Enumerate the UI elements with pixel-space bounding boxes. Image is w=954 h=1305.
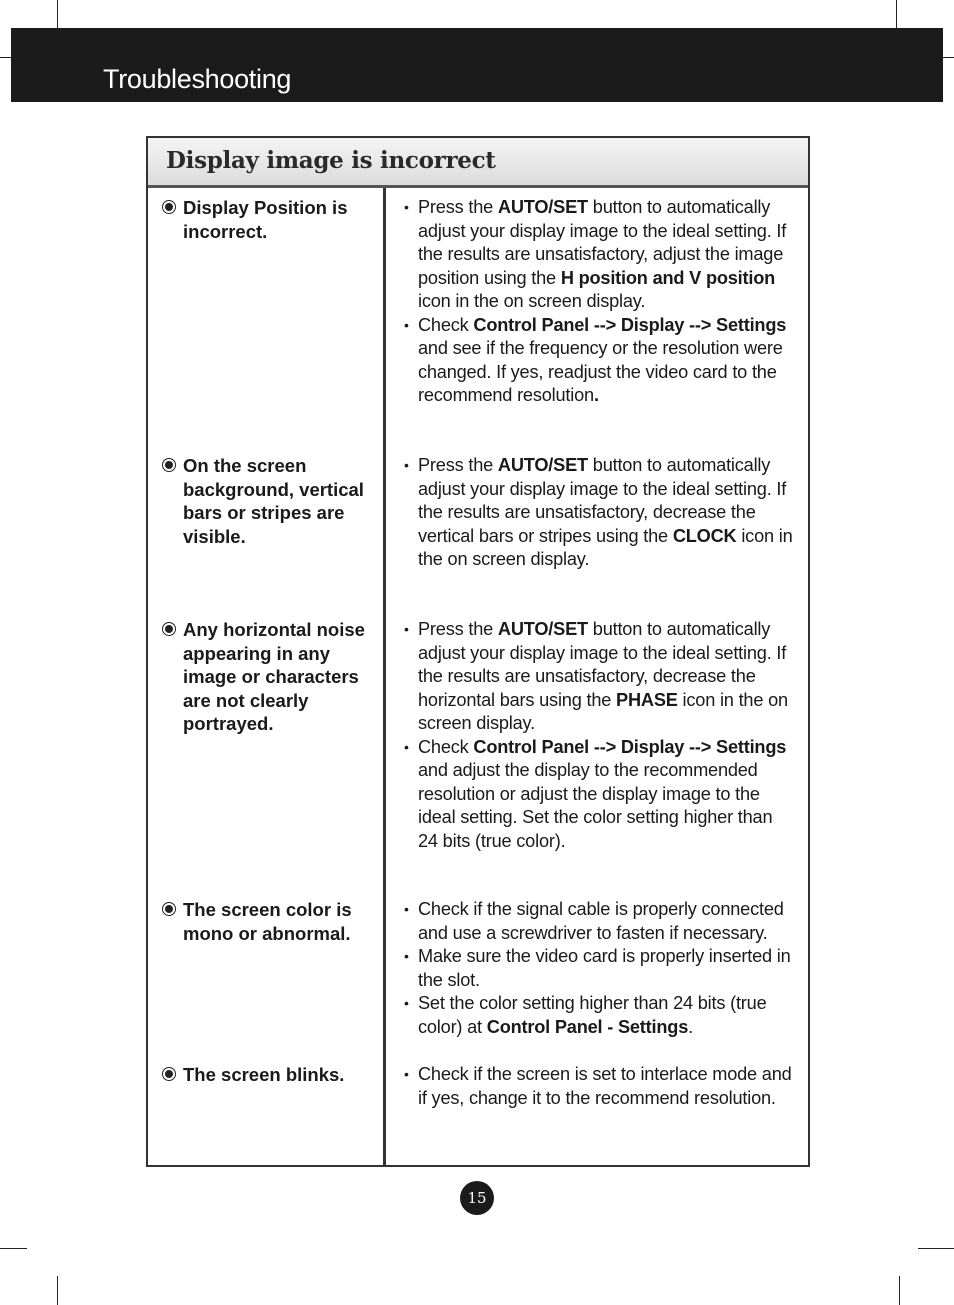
solution-text: Press the bbox=[418, 197, 498, 217]
problem-text: Display Position is incorrect. bbox=[183, 197, 348, 242]
solution-text: Make sure the video card is properly inserted in the slot. bbox=[418, 946, 791, 990]
solution-item bbox=[402, 618, 794, 736]
crop-mark bbox=[0, 1248, 27, 1249]
solution-text: Press the bbox=[418, 619, 498, 639]
solution-text: button to automatically adjust your display image to the ideal setting. If the results are unsatisfactory, decrease the horizontal bars using the bbox=[418, 619, 787, 710]
solution-text: Press the bbox=[418, 455, 498, 475]
solution-text: Check if the screen is set to interlace mode and if yes, change it to the recommend resolution. bbox=[418, 1064, 792, 1108]
solution-text: button to automatically adjust your display image to the ideal setting. If the results are unsatisfactory, decrease the vertical bars or stripes using the bbox=[418, 455, 787, 546]
solution-text: . bbox=[688, 1016, 693, 1037]
solution-cell bbox=[402, 454, 794, 572]
solution-text: icon in the on screen display. bbox=[418, 291, 646, 311]
bullet-dot-icon: • bbox=[404, 995, 409, 1011]
solution-item bbox=[402, 945, 794, 992]
solution-item bbox=[402, 454, 794, 572]
solution-text: button to automatically adjust your display image to the ideal setting. If the results are unsatisfactory, adjust the image position using the bbox=[418, 197, 787, 288]
problem-text: On the screen background, vertical bars or stripes are visible. bbox=[183, 455, 364, 547]
bullet-circle-icon bbox=[162, 1067, 176, 1081]
solution-text: Check if the signal cable is properly connected and use a screwdriver to fasten if necessary. bbox=[418, 899, 784, 943]
solution-cell bbox=[402, 898, 794, 1039]
solution-emphasis: Control Panel --> Display --> Settings bbox=[473, 314, 787, 335]
solution-emphasis: AUTO/SET bbox=[497, 455, 588, 475]
solution-text: icon in the on screen display. bbox=[418, 525, 793, 569]
solution-emphasis: Control Panel --> Display --> Settings bbox=[473, 736, 787, 757]
crop-mark bbox=[0, 57, 11, 58]
solution-item bbox=[402, 1063, 794, 1110]
solution-cell bbox=[402, 1063, 794, 1110]
solution-item bbox=[402, 314, 794, 408]
solution-text: Set the color setting higher than 24 bits (true color) at bbox=[418, 993, 767, 1037]
bullet-dot-icon: • bbox=[404, 621, 409, 637]
bullet-dot-icon: • bbox=[404, 316, 409, 333]
page-title: Troubleshooting bbox=[103, 64, 292, 94]
crop-mark bbox=[896, 0, 897, 28]
table-title: Display image is incorrect bbox=[166, 147, 496, 174]
solution-item bbox=[402, 898, 794, 945]
solution-item bbox=[402, 736, 794, 854]
solution-text: Check bbox=[418, 314, 474, 335]
bullet-circle-icon bbox=[162, 622, 176, 636]
solution-emphasis: AUTO/SET bbox=[497, 197, 588, 217]
solution-emphasis: CLOCK bbox=[672, 525, 737, 546]
bullet-dot-icon: • bbox=[404, 738, 409, 755]
bullet-dot-icon: • bbox=[404, 948, 409, 964]
column-divider bbox=[383, 188, 386, 1165]
bullet-dot-icon: • bbox=[404, 901, 409, 917]
solution-text: and adjust the display to the recommended resolution or adjust the display image to the ideal setting. Set the color setting higher than 24 bits (true color). bbox=[418, 760, 773, 851]
crop-mark bbox=[918, 1248, 954, 1249]
crop-mark bbox=[943, 57, 954, 58]
bullet-dot-icon: • bbox=[404, 199, 409, 215]
solution-item bbox=[402, 992, 794, 1039]
page-number: 15 bbox=[460, 1181, 494, 1215]
bullet-circle-icon bbox=[162, 458, 176, 472]
solution-cell bbox=[402, 618, 794, 853]
bullet-dot-icon: • bbox=[404, 1066, 409, 1082]
problem-text: The screen color is mono or abnormal. bbox=[183, 899, 352, 944]
bullet-dot-icon: • bbox=[404, 457, 409, 473]
problem-text: The screen blinks. bbox=[183, 1064, 345, 1085]
solution-emphasis: . bbox=[593, 385, 599, 405]
problem-text: Any horizontal noise appearing in any image or characters are not clearly portrayed. bbox=[183, 619, 365, 734]
crop-mark bbox=[899, 1276, 900, 1305]
solution-emphasis: PHASE bbox=[616, 689, 678, 710]
bullet-circle-icon bbox=[162, 200, 176, 214]
crop-mark bbox=[57, 0, 58, 28]
solution-emphasis: Control Panel - Settings bbox=[486, 1016, 689, 1037]
solution-emphasis: AUTO/SET bbox=[497, 619, 588, 639]
solution-text: Check bbox=[418, 736, 474, 757]
solution-item bbox=[402, 196, 794, 314]
solution-text: and see if the frequency or the resolution were changed. If yes, readjust the video card to the recommend resolution bbox=[418, 338, 783, 405]
table-header bbox=[148, 138, 808, 188]
troubleshooting-table bbox=[146, 136, 810, 1167]
crop-mark bbox=[57, 1276, 58, 1305]
solution-text: icon in the on screen display. bbox=[418, 689, 788, 733]
solution-cell bbox=[402, 196, 794, 408]
bullet-circle-icon bbox=[162, 902, 176, 916]
solution-emphasis: H position and V position bbox=[560, 267, 776, 288]
